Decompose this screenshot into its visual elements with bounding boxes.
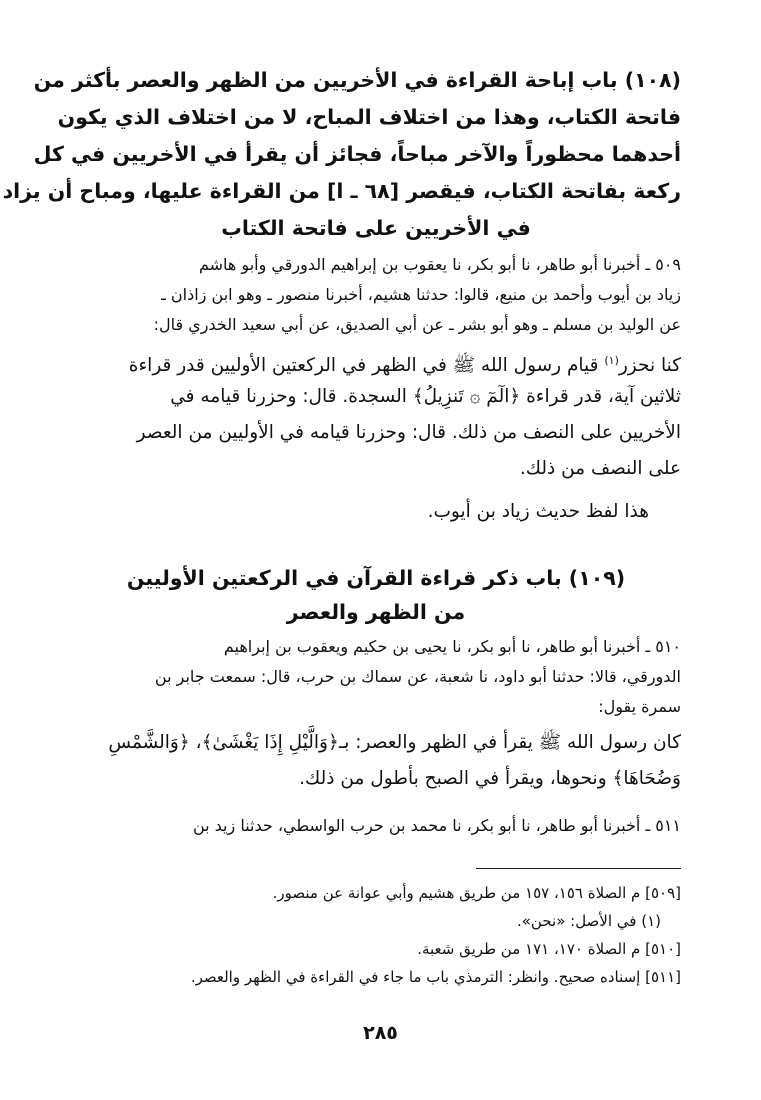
matn-line	[71, 726, 681, 760]
matn-line	[71, 380, 681, 414]
heading-line: ركعة بفاتحة الكتاب، فيقصر [٦٨ ـ ا] من القراءة عليها، ومباح أن يزاد	[2, 179, 681, 203]
isnad-line: زياد بن أيوب وأحمد بن منيع، قالوا: حدثنا هشيم، أخبرنا منصور ـ وهو ابن زاذان ـ	[161, 285, 681, 304]
matn-text: كنا نحزر	[618, 355, 681, 377]
heading-line: فاتحة الكتاب، وهذا من اختلاف المباح، لا من اختلاف الذي يكون	[57, 105, 681, 129]
footnote: [٥١٠] م الصلاة ١٧٠، ١٧١ من طريق شعبة.	[417, 940, 681, 958]
isnad-line: سمرة يقول:	[598, 697, 681, 716]
heading-line: في الأخريين على فاتحة الكتاب	[221, 216, 531, 240]
heading-line: أحدهما محظوراً والآخر مباحاً، فجائز أن يقرأ في الأخريين في كل	[33, 142, 681, 166]
footnote-ref: (١)	[604, 354, 619, 367]
heading-line: (١٠٨) باب إباحة القراءة في الأخريين من الظهر والعصر بأكثر من	[33, 68, 681, 92]
isnad-line: ٥١٠ ـ أخبرنا أبو طاهر، نا أبو بكر، نا يحيى بن حكيم ويعقوب بن إبراهيم	[223, 637, 681, 656]
isnad-line: عن الوليد بن مسلم ـ وهو أبو بشر ـ عن أبي الصديق، عن أبي سعيد الخدري قال:	[153, 315, 681, 334]
heading-line: (١٠٩) باب ذكر قراءة القرآن في الركعتين الأوليين	[126, 566, 626, 590]
isnad-line: الدورقي، قالا: حدثنا أبو داود، نا شعبة، عن سماك بن حرب، قال: سمعت جابر بن	[154, 667, 681, 686]
hadith-note: هذا لفظ حديث زياد بن أيوب.	[427, 501, 649, 522]
matn-line	[71, 762, 681, 796]
page-number: ٢٨٥	[363, 1022, 398, 1044]
matn-line	[71, 344, 681, 378]
matn-text: ونحوها، ويقرأ في الصبح بأطول من ذلك.	[299, 768, 613, 789]
footnote: (١) في الأصل: «نحن».	[516, 912, 661, 930]
quran-verse: ﴿وَالشَّمْسِ	[108, 732, 190, 753]
hadith-511-isnad: ٥١١ ـ أخبرنا أبو طاهر، نا أبو بكر، نا محمد بن حرب الواسطي، حدثنا زيد بن	[192, 816, 681, 835]
matn-text: كان رسول الله ﷺ يقرأ في الظهر والعصر: بـ	[338, 732, 681, 753]
quran-verse: ﴿وَالَّيْلِ إِذَا يَغْشَىٰ﴾	[201, 732, 339, 753]
footnote: [٥٠٩] م الصلاة ١٥٦، ١٥٧ من طريق هشيم وأبي عوانة عن منصور.	[272, 884, 681, 902]
footnote: [٥١١] إسناده صحيح. وانظر: الترمذي باب ما جاء في القراءة في الظهر والعصر.	[190, 968, 681, 986]
heading-line: من الظهر والعصر	[286, 600, 466, 624]
matn-text: قيام رسول الله ﷺ في الظهر في الركعتين الأوليين قدر قراءة	[128, 355, 605, 377]
matn-text: ثلاثين آية، قدر قراءة	[520, 386, 681, 407]
matn-line: الأخريين على النصف من ذلك. قال: وحزرنا قيامه في الأوليين من العصر	[136, 422, 681, 443]
quran-verse: وَضُحَاهَا﴾	[612, 768, 681, 789]
isnad-line: ٥٠٩ ـ أخبرنا أبو طاهر، نا أبو بكر، نا يعقوب بن إبراهيم الدورقي وأبو هاشم	[198, 255, 681, 274]
matn-text: السجدة. قال: وحزرنا قيامه في	[170, 386, 413, 407]
quran-verse: ﴿الٓمٓ ۞ تَنزِيلُ﴾	[412, 386, 521, 407]
matn-line: على النصف من ذلك.	[519, 458, 681, 479]
matn-text: ،	[189, 732, 202, 753]
footnote-divider	[476, 868, 681, 869]
